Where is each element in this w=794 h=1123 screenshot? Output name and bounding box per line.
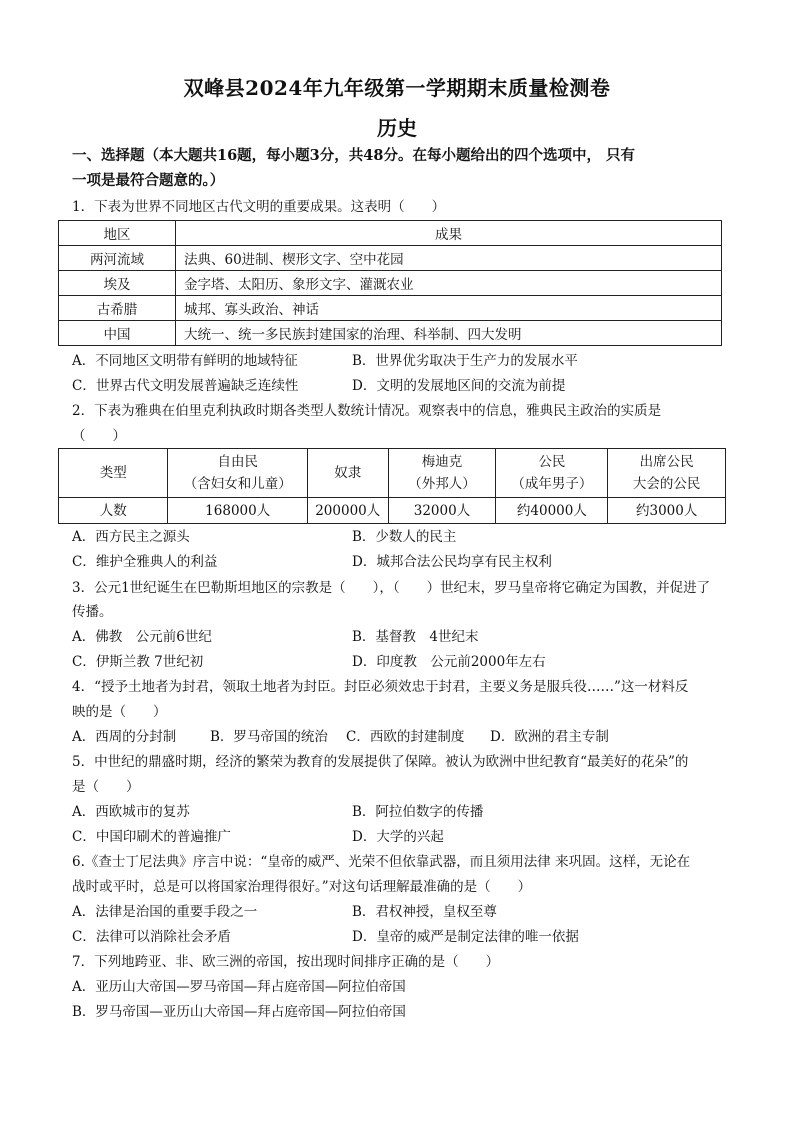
table-header-cell: 成果 xyxy=(176,221,722,246)
table-header-cell: 奴隶 xyxy=(307,449,388,498)
table-row xyxy=(59,498,726,524)
q1-option-d[interactable]: D．文明的发展地区间的交流为前提 xyxy=(352,378,566,394)
q6-stem: 6.《查士丁尼法典》序言中说：“皇帝的威严、光荣不但依靠武器，而且须用法律 来巩固。这样，无论在 xyxy=(72,854,691,870)
q1-option-a[interactable]: A．不同地区文明带有鲜明的地域特征 xyxy=(72,353,298,369)
q1-table xyxy=(58,220,722,346)
q6-option-c[interactable]: C．法律可以消除社会矛盾 xyxy=(72,929,231,945)
table-cell: 法典、60进制、楔形文字、空中花园 xyxy=(176,246,722,271)
q5-stem-continued: 是（ ） xyxy=(72,779,140,795)
q7-option-b[interactable]: B．罗马帝国—亚历山大帝国—拜占庭帝国—阿拉伯帝国 xyxy=(72,1004,406,1020)
q2-stem-continued: （ ） xyxy=(72,428,126,444)
q2-table xyxy=(58,448,726,524)
table-row xyxy=(59,296,722,321)
q4-option-d[interactable]: D．欧洲的君主专制 xyxy=(490,729,609,745)
table-cell: 中国 xyxy=(59,321,176,346)
q1-option-c[interactable]: C．世界古代文明发展普遍缺乏连续性 xyxy=(72,378,299,394)
table-header-cell: 地区 xyxy=(59,221,176,246)
table-header-cell: 公民 （成年男子） xyxy=(496,449,608,498)
table-cell: 168000人 xyxy=(168,498,308,524)
q5-option-d[interactable]: D．大学的兴起 xyxy=(352,829,444,845)
table-cell: 人数 xyxy=(59,498,168,524)
q3-stem: 3．公元1世纪诞生在巴勒斯坦地区的宗教是（ ），（ ）世纪末，罗马皇帝将它确定为国教，并促进了 xyxy=(72,580,711,596)
table-cell: 古希腊 xyxy=(59,296,176,321)
table-cell: 金字塔、太阳历、象形文字、灌溉农业 xyxy=(176,271,722,296)
table-row xyxy=(59,271,722,296)
q7-option-a[interactable]: A．亚历山大帝国—罗马帝国—拜占庭帝国—阿拉伯帝国 xyxy=(72,979,406,995)
q3-option-c[interactable]: C．伊斯兰教 7世纪初 xyxy=(72,654,204,670)
q2-option-b[interactable]: B．少数人的民主 xyxy=(352,529,457,545)
q3-stem-continued: 传播。 xyxy=(72,604,113,620)
table-header-row xyxy=(59,221,722,246)
table-cell: 两河流域 xyxy=(59,246,176,271)
q2-option-c[interactable]: C．维护全雅典人的利益 xyxy=(72,554,218,570)
table-cell: 埃及 xyxy=(59,271,176,296)
table-header-cell: 类型 xyxy=(59,449,168,498)
subject-title: 历史 xyxy=(377,116,417,140)
table-cell: 约3000人 xyxy=(608,498,726,524)
q4-stem: 4．“授予土地者为封君，领取土地者为封臣。封臣必须效忠于封君，主要义务是服兵役……”这一材料反 xyxy=(72,679,689,695)
table-header-cell: 梅迪克 （外邦人） xyxy=(388,449,496,498)
q2-option-d[interactable]: D．城邦合法公民均享有民主权利 xyxy=(352,554,552,570)
q5-option-c[interactable]: C．中国印刷术的普遍推广 xyxy=(72,829,231,845)
q3-option-d[interactable]: D．印度教 公元前2000年左右 xyxy=(352,654,546,670)
q6-option-b[interactable]: B．君权神授，皇权至尊 xyxy=(352,904,497,920)
q6-stem-continued: 战时或平时，总是可以将国家治理得很好。”对这句话理解最准确的是（ ） xyxy=(72,879,532,895)
table-header-cell: 自由民 （含妇女和儿童） xyxy=(168,449,308,498)
table-header-cell: 出席公民 大会的公民 xyxy=(608,449,726,498)
q5-option-a[interactable]: A．西欧城市的复苏 xyxy=(72,804,190,820)
q2-option-a[interactable]: A．西方民主之源头 xyxy=(72,529,190,545)
table-row xyxy=(59,246,722,271)
q4-option-b[interactable]: B．罗马帝国的统治 xyxy=(210,729,328,745)
q1-stem: 1．下表为世界不同地区古代文明的重要成果。这表明（ ） xyxy=(72,199,446,215)
q4-option-c[interactable]: C．西欧的封建制度 xyxy=(346,729,465,745)
q3-option-b[interactable]: B．基督教 4世纪末 xyxy=(352,629,479,645)
q1-option-b[interactable]: B．世界优劣取决于生产力的发展水平 xyxy=(352,353,578,369)
q4-stem-continued: 映的是（ ） xyxy=(72,704,167,720)
table-cell: 200000人 xyxy=(307,498,388,524)
section-heading-line2: 一项是最符合题意的。） xyxy=(72,172,225,189)
q6-option-d[interactable]: D．皇帝的威严是制定法律的唯一依据 xyxy=(352,929,579,945)
exam-title: 双峰县2024年九年级第一学期期末质量检测卷 xyxy=(183,76,611,100)
q2-stem: 2．下表为雅典在伯里克利执政时期各类型人数统计情况。观察表中的信息，雅典民主政治的实质是 xyxy=(72,403,662,419)
q6-option-a[interactable]: A．法律是治国的重要手段之一 xyxy=(72,904,258,920)
table-cell: 32000人 xyxy=(388,498,496,524)
table-header-row xyxy=(59,449,726,498)
table-cell: 约40000人 xyxy=(496,498,608,524)
section-heading-line1: 一、选择题（本大题共16题，每小题3分，共48分。在每小题给出的四个选项中， 只有 xyxy=(72,147,635,164)
q5-option-b[interactable]: B．阿拉伯数字的传播 xyxy=(352,804,484,820)
table-cell: 城邦、寡头政治、神话 xyxy=(176,296,722,321)
table-cell: 大统一、统一多民族封建国家的治理、科举制、四大发明 xyxy=(176,321,722,346)
table-row xyxy=(59,321,722,346)
q5-stem: 5．中世纪的鼎盛时期，经济的繁荣为教育的发展提供了保障。被认为欧洲中世纪教育“最美好的花朵”的 xyxy=(72,754,689,770)
q3-option-a[interactable]: A．佛教 公元前6世纪 xyxy=(72,629,212,645)
q7-stem: 7．下列地跨亚、非、欧三洲的帝国，按出现时间排序正确的是（ ） xyxy=(72,954,500,970)
q4-option-a[interactable]: A．西周的分封制 xyxy=(72,729,177,745)
